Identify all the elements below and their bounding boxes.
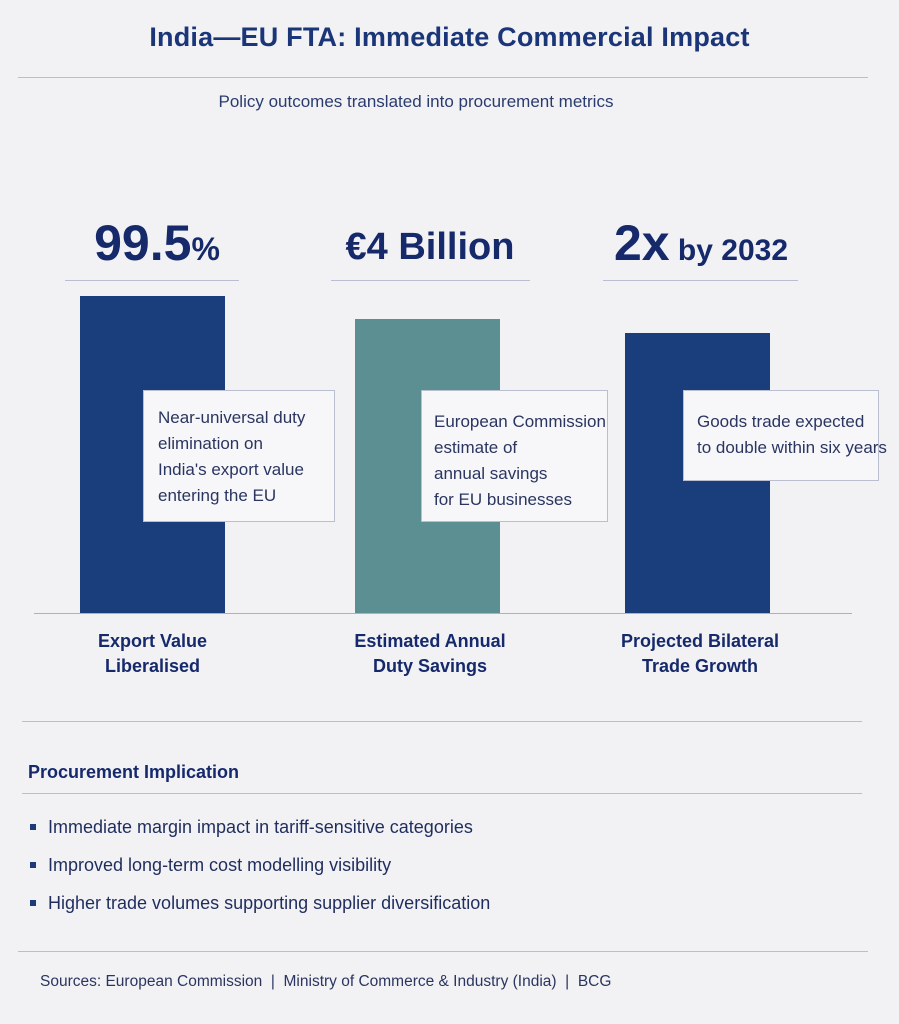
- category-label-2-line-2: Trade Growth: [641, 656, 758, 676]
- callout-export-value: [143, 390, 335, 522]
- callout-0-line-1: Near-universal duty: [158, 408, 306, 427]
- category-label-0-line-1: Export Value: [97, 631, 208, 651]
- category-label-0-line-2: Liberalised: [104, 656, 201, 676]
- callout-2-line-2: to double within six years: [697, 438, 887, 457]
- chart-baseline: [34, 613, 852, 614]
- category-label-2-line-1: Projected Bilateral: [620, 631, 780, 651]
- bullet-icon: [30, 900, 36, 906]
- implication-item-text: Immediate margin impact in tariff-sensitive categories: [48, 817, 473, 837]
- page-title: India—EU FTA: Immediate Commercial Impact: [149, 22, 750, 52]
- implication-item-text: Higher trade volumes supporting supplier diversification: [48, 893, 491, 913]
- section-divider: [22, 721, 862, 722]
- callout-2-line-1: Goods trade expected: [697, 412, 865, 431]
- implication-title: Procurement Implication: [28, 762, 240, 782]
- callout-trade-growth: [683, 390, 887, 481]
- kpi-underline-1: [331, 280, 530, 281]
- kpi-underline-2: [603, 280, 798, 281]
- callout-0-line-3: India's export value: [158, 460, 304, 479]
- bullet-icon: [30, 862, 36, 868]
- sources-text: Sources: European Commission | Ministry of Commerce & Industry (India) | BCG: [40, 973, 612, 990]
- kpi-value-suffix-0: %: [191, 231, 220, 267]
- category-label-1-line-1: Estimated Annual: [354, 631, 506, 651]
- category-label-0: [55, 629, 250, 679]
- category-label-2: [590, 629, 810, 679]
- callout-1-line-1: European Commission: [434, 412, 606, 431]
- callout-duty-savings: [421, 390, 608, 522]
- kpi-value-main-2: 2x: [613, 215, 670, 271]
- callout-1-line-2: estimate of: [434, 438, 518, 457]
- implication-list: [30, 814, 490, 928]
- callout-1-line-4: for EU businesses: [434, 490, 572, 509]
- kpi-value-0: [62, 214, 252, 272]
- category-label-1-line-2: Duty Savings: [372, 656, 488, 676]
- callout-0-line-4: entering the EU: [158, 486, 277, 505]
- footer-divider: [18, 951, 868, 952]
- kpi-underline-0: [65, 280, 239, 281]
- implication-divider: [22, 793, 862, 794]
- implication-item-text: Improved long-term cost modelling visibility: [48, 855, 392, 875]
- kpi-value-suffix-2: by 2032: [669, 234, 789, 267]
- kpi-value-2: [596, 214, 806, 272]
- implication-item: [30, 890, 490, 928]
- kpi-value-main-1: €4 Billion: [345, 226, 515, 268]
- callout-1-line-3: annual savings: [434, 464, 548, 483]
- implication-item: [30, 814, 490, 852]
- implication-item: [30, 852, 490, 890]
- kpi-value-1: [320, 226, 540, 269]
- page-subtitle: Policy outcomes translated into procurement metrics: [218, 92, 614, 111]
- category-label-1: [320, 629, 540, 679]
- callout-0-line-2: elimination on: [158, 434, 263, 453]
- bullet-icon: [30, 824, 36, 830]
- kpi-value-main-0: 99.5: [94, 215, 192, 271]
- title-divider: [18, 77, 868, 78]
